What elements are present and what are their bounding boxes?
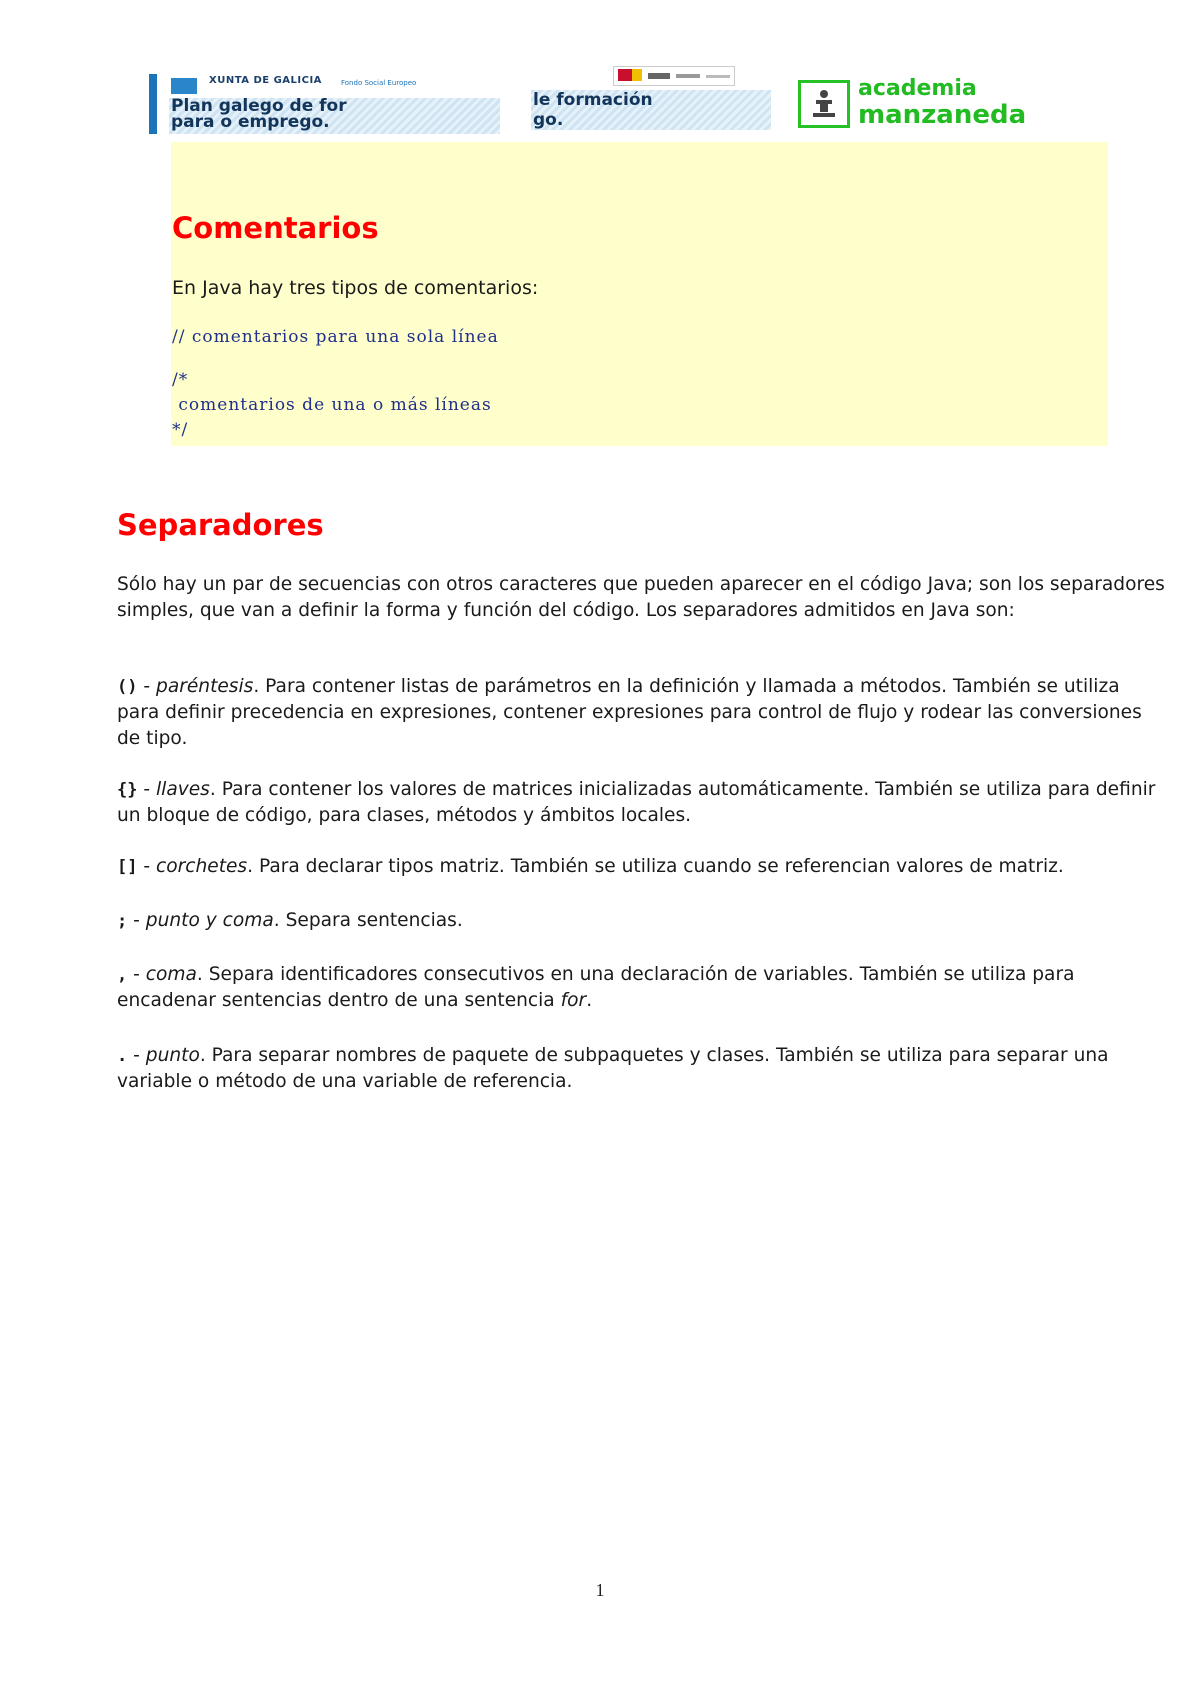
separators-title: Separadores [117, 508, 324, 542]
separator-name: punto [145, 1045, 200, 1066]
ministry-plan-band [531, 90, 771, 130]
separator-description: . Para declarar tipos matriz. También se utiliza cuando se referencian valores de matriz. [247, 856, 1064, 877]
separator-symbol: ; [117, 911, 128, 931]
separator-item-semicolon: ; - punto y coma. Separa sentencias. [117, 910, 463, 931]
academia-logo-box [798, 80, 850, 128]
code-single-line-comment: // comentarios para una sola línea [172, 327, 499, 347]
separator-description: . Para contener listas de parámetros en la definición y llamada a métodos. También se utiliza para definir precedencia en expresiones, contener expresiones para control de flujo y rodear las conversiones de tipo. [117, 676, 1142, 749]
code-multi-line-comment: /* comentarios de una o más líneas */ [172, 370, 492, 440]
academia-emblem-icon [813, 89, 835, 119]
separator-name: corchetes [156, 856, 248, 877]
separator-name: punto y coma [145, 910, 274, 931]
xunta-logo [149, 74, 501, 134]
separator-name: paréntesis [156, 676, 254, 697]
separator-item-dot: . - punto. Para separar nombres de paquete de subpaquetes y clases. También se utiliza para separar una variable o método de una variable de referencia. [117, 1045, 1109, 1092]
separator-symbol: . [117, 1046, 128, 1066]
separator-item-brackets: [] - corchetes. Para declarar tipos matriz. También se utiliza cuando se referencian valores de matriz. [117, 856, 1064, 877]
separator-item-braces: {} - llaves. Para contener los valores de matrices inicializadas automáticamente. También se utiliza para definir un bloque de código, para clases, métodos y ámbitos locales. [117, 779, 1156, 826]
xunta-org-name: XUNTA DE GALICIA [209, 75, 322, 86]
xunta-logo-bar [149, 74, 157, 134]
separator-description: . Para contener los valores de matrices inicializadas automáticamente. También se utiliza para definir un bloque de código, para clases, métodos y ámbitos locales. [117, 779, 1156, 826]
xunta-band-line2: para o emprego. [171, 112, 330, 132]
separator-name: llaves [156, 779, 210, 800]
separator-symbol: {} [117, 780, 138, 800]
academia-name-line2: manzaneda [858, 100, 1027, 130]
academia-manzaneda-logo [798, 76, 1048, 132]
separators-intro: Sólo hay un par de secuencias con otros caracteres que pueden aparecer en el código Java; son los separadores simples, que van a definir la forma y función del código. Los separadores admitidos en Java son: [117, 574, 1165, 621]
separator-name: coma [145, 964, 197, 985]
separator-description: . Para separar nombres de paquete de subpaquetes y clases. También se utiliza para separar una variable o método de una variable de referencia. [117, 1045, 1109, 1092]
separator-symbol: , [117, 965, 128, 985]
xunta-org2-name: Fondo Social Europeo [341, 79, 417, 87]
xunta-crest-icon [171, 78, 197, 94]
separator-description: . Separa identificadores consecutivos en una declaración de variables. También se utiliza para encadenar sentencias dentro de una sentencia [117, 964, 1075, 1011]
separator-description: . Separa sentencias. [273, 910, 463, 931]
comments-title: Comentarios [172, 211, 379, 245]
separator-symbol: [] [117, 857, 138, 877]
separator-keyword-for: for [560, 990, 587, 1011]
page-number: 1 [595, 1580, 605, 1600]
separator-item-comma: , - coma. Separa identificadores consecutivos en una declaración de variables. También se utiliza para encadenar sentencias dentro de una sentencia for. [117, 964, 1075, 1011]
comments-intro: En Java hay tres tipos de comentarios: [172, 277, 539, 299]
xunta-plan-band [169, 98, 500, 134]
ministry-emblem-icon [613, 66, 735, 86]
separator-symbol: () [117, 677, 138, 697]
center-band-line1: le formación [533, 90, 653, 110]
academia-name-line1: academia [858, 76, 977, 101]
center-band-line2: go. [533, 110, 564, 130]
ministry-logo [531, 66, 771, 148]
xunta-band-line1: Plan galego de for [171, 96, 347, 116]
separator-item-parentheses: () - paréntesis. Para contener listas de parámetros en la definición y llamada a métodos. También se utiliza para definir precedencia en expresiones, contener expresiones para control de flujo y rodear las conversiones de tipo. [117, 676, 1142, 749]
